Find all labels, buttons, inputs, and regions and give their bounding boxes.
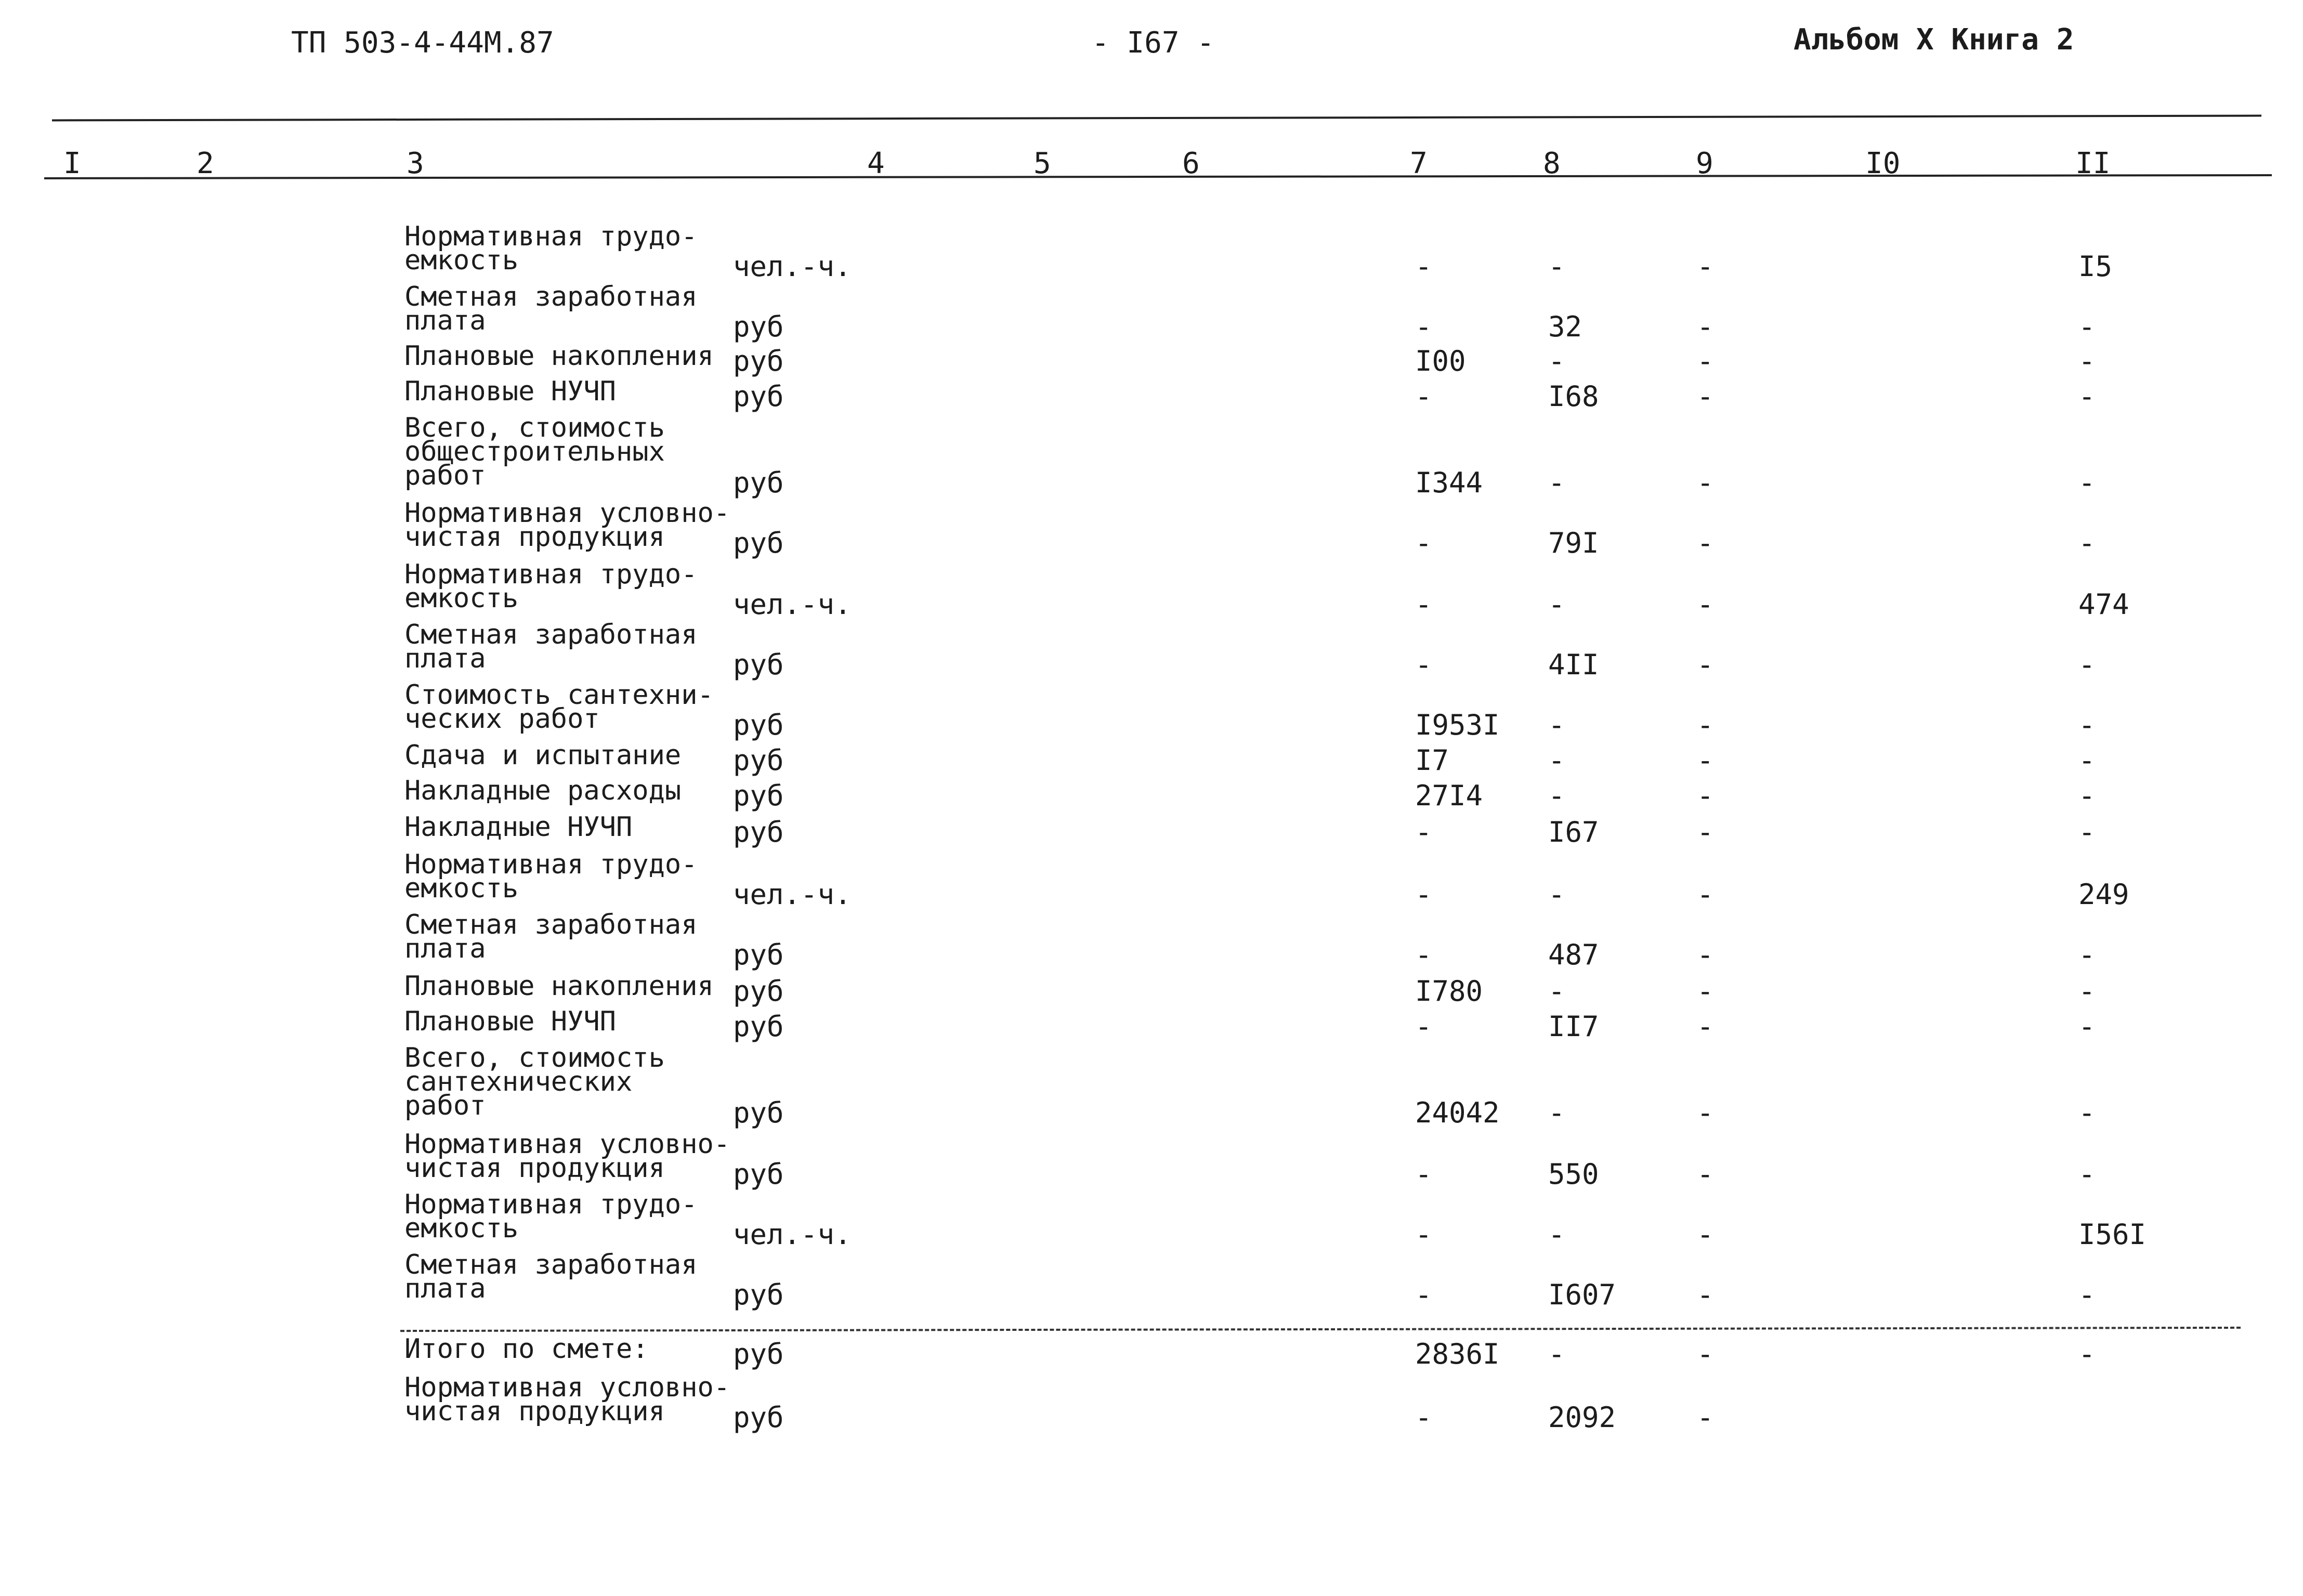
value-cell-7: -	[1415, 1401, 1432, 1434]
column-number: I0	[1865, 147, 1901, 180]
value-cell-7: 27I4	[1415, 779, 1483, 812]
value-cell-11: -	[2078, 1338, 2096, 1370]
row-label: Нормативная условно- чистая продукция	[404, 1372, 730, 1427]
totals-row	[0, 1333, 2303, 1370]
value-cell-9: -	[1697, 588, 1714, 621]
table-row	[0, 812, 2303, 848]
table-row	[0, 281, 2303, 343]
value-cell-11: I56I	[2078, 1218, 2147, 1251]
value-cell-7: -	[1415, 250, 1432, 283]
unit-cell: руб	[733, 466, 784, 499]
value-cell-7: -	[1415, 816, 1432, 848]
table-row	[0, 1006, 2303, 1043]
column-number: II	[2075, 147, 2111, 180]
value-cell-8: -	[1548, 779, 1565, 812]
value-cell-11: 249	[2078, 878, 2129, 911]
value-cell-11: -	[2078, 380, 2096, 413]
value-cell-7: -	[1415, 588, 1432, 621]
value-cell-9: -	[1697, 250, 1714, 283]
value-cell-9: -	[1697, 1158, 1714, 1191]
value-cell-8: 32	[1548, 310, 1582, 343]
row-label: Накладные НУЧП	[404, 812, 633, 843]
value-cell-9: -	[1697, 1278, 1714, 1311]
unit-cell: руб	[733, 1338, 784, 1370]
row-label: Накладные расходы	[404, 775, 682, 806]
value-cell-11: -	[2078, 1096, 2096, 1129]
column-number: 3	[407, 147, 424, 180]
table-row	[0, 498, 2303, 559]
unit-cell: руб	[733, 310, 784, 343]
table-row	[0, 341, 2303, 377]
value-cell-9: -	[1697, 345, 1714, 377]
value-cell-8: -	[1548, 1218, 1565, 1251]
value-cell-7: I344	[1415, 466, 1483, 499]
value-cell-11: -	[2078, 1278, 2096, 1311]
value-cell-11: -	[2078, 709, 2096, 741]
album-book-label: Альбом X Книга 2	[1794, 23, 2074, 57]
value-cell-8: -	[1548, 975, 1565, 1008]
value-cell-7: I7	[1415, 744, 1449, 777]
value-cell-11: -	[2078, 816, 2096, 848]
row-label: Нормативная трудо- емкость	[404, 221, 698, 276]
row-label: Плановые накопления	[404, 341, 714, 372]
column-number: 8	[1543, 147, 1561, 180]
value-cell-8: -	[1548, 744, 1565, 777]
table-row	[0, 849, 2303, 911]
value-cell-7: -	[1415, 527, 1432, 559]
row-label: Сметная заработная плата	[404, 281, 698, 336]
value-cell-8: 79I	[1548, 527, 1599, 559]
value-cell-9: -	[1697, 779, 1714, 812]
row-label: Нормативная трудо- емкость	[404, 849, 698, 904]
row-label: Плановые накопления	[404, 971, 714, 1002]
row-label: Нормативная условно- чистая продукция	[404, 1129, 730, 1184]
unit-cell: чел.-ч.	[733, 1218, 852, 1251]
unit-cell: руб	[733, 744, 784, 777]
value-cell-8: -	[1548, 1338, 1565, 1370]
value-cell-7: -	[1415, 310, 1432, 343]
unit-cell: руб	[733, 380, 784, 413]
table-row	[0, 1042, 2303, 1129]
row-label: Всего, стоимость сантехнических работ	[404, 1042, 665, 1121]
value-cell-11: -	[2078, 648, 2096, 681]
value-cell-11: -	[2078, 527, 2096, 559]
row-label: Плановые НУЧП	[404, 1006, 616, 1037]
table-row	[0, 559, 2303, 621]
value-cell-11: I5	[2078, 250, 2113, 283]
value-cell-8: I68	[1548, 380, 1599, 413]
row-label: Всего, стоимость общестроительных работ	[404, 412, 665, 491]
value-cell-11: -	[2078, 938, 2096, 971]
row-label: Сметная заработная плата	[404, 1249, 698, 1304]
table-row	[0, 1189, 2303, 1251]
unit-cell: руб	[733, 975, 784, 1008]
unit-cell: руб	[733, 1158, 784, 1191]
value-cell-8: -	[1548, 250, 1565, 283]
table-row	[0, 971, 2303, 1008]
row-label: Сметная заработная плата	[404, 619, 698, 674]
value-cell-11: -	[2078, 466, 2096, 499]
value-cell-7: I953I	[1415, 709, 1500, 741]
value-cell-9: -	[1697, 878, 1714, 911]
unit-cell: руб	[733, 527, 784, 559]
table-row	[0, 1129, 2303, 1191]
value-cell-9: -	[1697, 1401, 1714, 1434]
unit-cell: чел.-ч.	[733, 878, 852, 911]
value-cell-7: 24042	[1415, 1096, 1500, 1129]
value-cell-8: -	[1548, 1096, 1565, 1129]
row-label: Стоимость сантехни- ческих работ	[404, 679, 714, 735]
value-cell-9: -	[1697, 527, 1714, 559]
value-cell-11: -	[2078, 1010, 2096, 1043]
table-row	[0, 775, 2303, 812]
column-number: 5	[1033, 147, 1051, 180]
value-cell-9: -	[1697, 310, 1714, 343]
row-label: Нормативная трудо- емкость	[404, 1189, 698, 1244]
value-cell-11: -	[2078, 975, 2096, 1008]
unit-cell: руб	[733, 816, 784, 848]
value-cell-9: -	[1697, 816, 1714, 848]
value-cell-7: -	[1415, 380, 1432, 413]
value-cell-11: -	[2078, 345, 2096, 377]
row-label: Нормативная условно- чистая продукция	[404, 498, 730, 553]
row-label: Сметная заработная плата	[404, 909, 698, 964]
unit-cell: руб	[733, 1401, 784, 1434]
row-label: Сдача и испытание	[404, 740, 682, 771]
value-cell-9: -	[1697, 938, 1714, 971]
totals-row	[0, 1372, 2303, 1434]
value-cell-8: -	[1548, 878, 1565, 911]
value-cell-8: -	[1548, 588, 1565, 621]
totals-separator	[400, 1327, 2241, 1332]
value-cell-8: 550	[1548, 1158, 1599, 1191]
row-label: Нормативная трудо- емкость	[404, 559, 698, 614]
row-label: Плановые НУЧП	[404, 376, 616, 407]
value-cell-11: -	[2078, 779, 2096, 812]
value-cell-7: 2836I	[1415, 1338, 1500, 1370]
unit-cell: руб	[733, 1278, 784, 1311]
table-row	[0, 1249, 2303, 1311]
value-cell-8: -	[1548, 345, 1565, 377]
table-row	[0, 376, 2303, 413]
unit-cell: чел.-ч.	[733, 250, 852, 283]
unit-cell: руб	[733, 1096, 784, 1129]
table-row	[0, 619, 2303, 681]
value-cell-9: -	[1697, 1338, 1714, 1370]
value-cell-11: -	[2078, 744, 2096, 777]
value-cell-9: -	[1697, 709, 1714, 741]
value-cell-7: I780	[1415, 975, 1483, 1008]
value-cell-9: -	[1697, 648, 1714, 681]
table-row	[0, 412, 2303, 499]
value-cell-11: -	[2078, 310, 2096, 343]
page-number: - I67 -	[1092, 26, 1215, 60]
column-number: I	[63, 147, 81, 180]
table-row	[0, 679, 2303, 741]
value-cell-8: 487	[1548, 938, 1599, 971]
unit-cell: руб	[733, 709, 784, 741]
top-rule	[52, 115, 2261, 122]
value-cell-7: -	[1415, 938, 1432, 971]
table-row	[0, 740, 2303, 777]
row-label: Итого по смете:	[404, 1333, 649, 1365]
value-cell-7: -	[1415, 648, 1432, 681]
value-cell-7: -	[1415, 1218, 1432, 1251]
column-number: 4	[867, 147, 885, 180]
column-header-rule	[44, 174, 2272, 179]
unit-cell: руб	[733, 345, 784, 377]
unit-cell: руб	[733, 938, 784, 971]
value-cell-8: 2092	[1548, 1401, 1616, 1434]
value-cell-7: -	[1415, 1158, 1432, 1191]
value-cell-8: II7	[1548, 1010, 1599, 1043]
column-number: 6	[1182, 147, 1200, 180]
value-cell-9: -	[1697, 380, 1714, 413]
value-cell-7: -	[1415, 1010, 1432, 1043]
table-row	[0, 909, 2303, 971]
value-cell-8: 4II	[1548, 648, 1599, 681]
value-cell-7: -	[1415, 1278, 1432, 1311]
value-cell-11: 474	[2078, 588, 2129, 621]
column-number: 2	[197, 147, 214, 180]
value-cell-9: -	[1697, 975, 1714, 1008]
value-cell-9: -	[1697, 1218, 1714, 1251]
value-cell-9: -	[1697, 744, 1714, 777]
table-row	[0, 221, 2303, 283]
unit-cell: руб	[733, 1010, 784, 1043]
column-number: 7	[1410, 147, 1428, 180]
value-cell-8: I607	[1548, 1278, 1616, 1311]
value-cell-7: -	[1415, 878, 1432, 911]
unit-cell: руб	[733, 779, 784, 812]
value-cell-8: -	[1548, 709, 1565, 741]
unit-cell: чел.-ч.	[733, 588, 852, 621]
document-code: ТП 503-4-44М.87	[291, 26, 554, 60]
column-number: 9	[1696, 147, 1713, 180]
value-cell-7: I00	[1415, 345, 1466, 377]
value-cell-9: -	[1697, 466, 1714, 499]
value-cell-9: -	[1697, 1010, 1714, 1043]
value-cell-9: -	[1697, 1096, 1714, 1129]
unit-cell: руб	[733, 648, 784, 681]
value-cell-8: -	[1548, 466, 1565, 499]
value-cell-8: I67	[1548, 816, 1599, 848]
value-cell-11: -	[2078, 1158, 2096, 1191]
